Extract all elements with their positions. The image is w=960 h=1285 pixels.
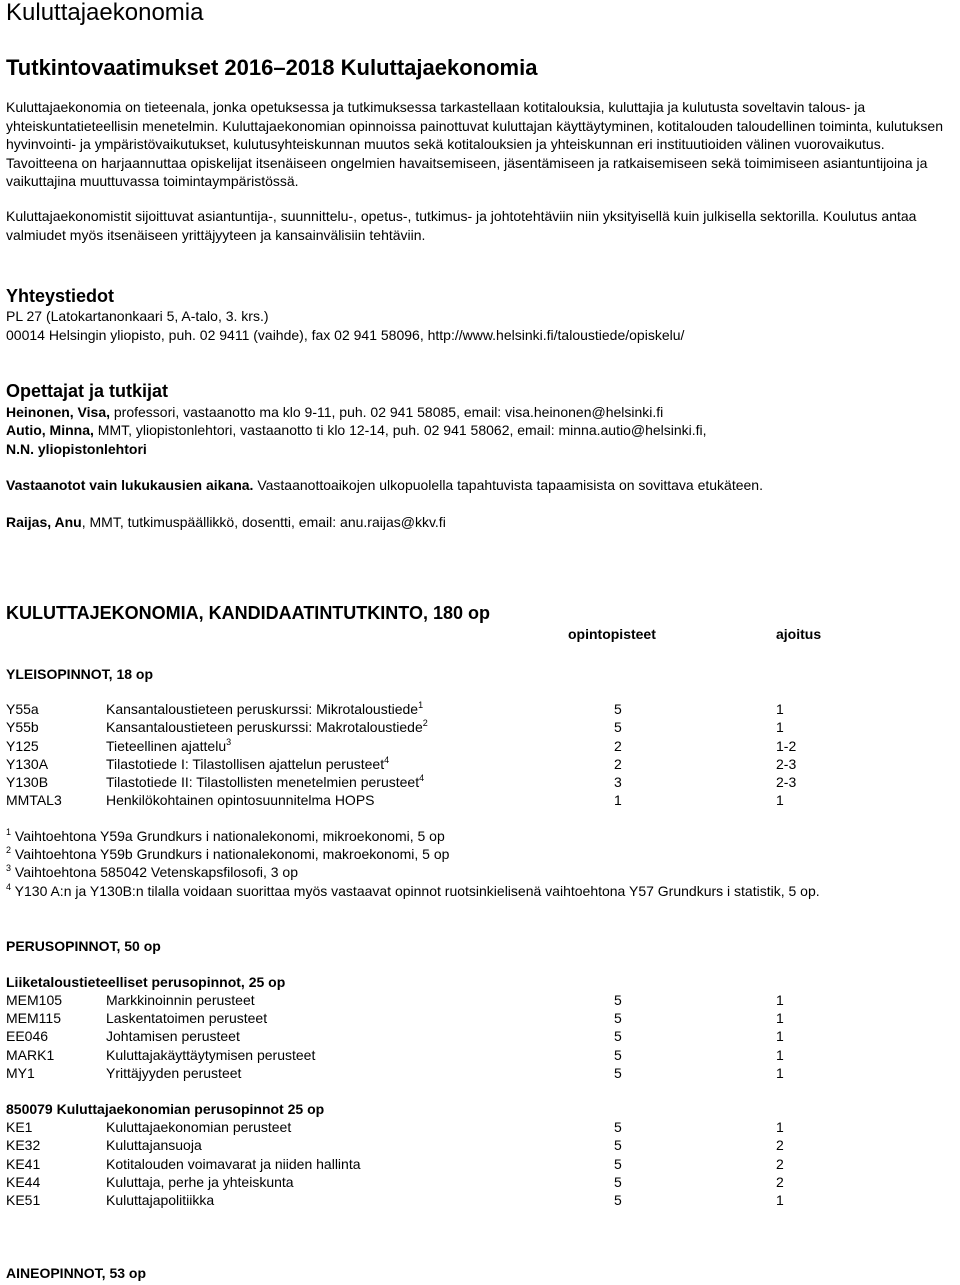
course-row — [0, 1136, 960, 1154]
course-credits: 1 — [614, 792, 622, 808]
footnote: $^3$ Vaihtoehtona 585042 Vetenskapsfilosofi, 3 op — [6, 863, 298, 880]
course-code: MARK1 — [6, 1047, 55, 1063]
course-credits: 5 — [614, 1192, 622, 1208]
contact-heading: Yhteystiedot — [6, 286, 115, 306]
course-credits: 5 — [614, 1174, 622, 1190]
column-header-credits: opintopisteet — [568, 626, 656, 642]
page-title: Kuluttajaekonomia — [6, 0, 204, 26]
teacher-name: Raijas, Anu — [6, 514, 82, 530]
course-code: MEM105 — [6, 992, 63, 1008]
page-subtitle: Tutkintovaatimukset 2016–2018 Kuluttajaekonomia — [6, 55, 538, 80]
course-timing: 1 — [776, 1028, 784, 1044]
course-credits: 5 — [614, 1010, 622, 1026]
course-credits: 5 — [614, 1028, 622, 1044]
course-row — [0, 991, 960, 1009]
course-code: MEM115 — [6, 1010, 61, 1026]
course-name: Tilastotiede II: Tilastollisten menetelmien perusteet$^4$ — [106, 773, 425, 790]
course-timing: 1 — [776, 1192, 784, 1208]
course-row — [0, 737, 960, 755]
course-row — [0, 773, 960, 791]
course-row — [0, 1191, 960, 1209]
course-name: Laskentatoimen perusteet — [106, 1010, 268, 1026]
footnote-marker: 1 — [418, 700, 424, 710]
course-credits: 2 — [614, 756, 622, 772]
course-timing: 1 — [776, 792, 784, 808]
course-row — [0, 1118, 960, 1136]
consumer-basics-heading: 850079 Kuluttajaekonomian perusopinnot 25 op — [6, 1101, 325, 1117]
course-timing: 1 — [776, 1119, 784, 1135]
course-row — [0, 1046, 960, 1064]
course-timing: 1 — [776, 701, 784, 717]
course-code: MY1 — [6, 1065, 35, 1081]
teacher-autio — [6, 421, 707, 439]
teacher-details: MMT, yliopistonlehtori, vastaanotto ti klo 12-14, puh. 02 941 58062, email: minna.autio@helsinki.fi, — [93, 422, 707, 438]
course-name: Kansantaloustieteen peruskurssi: Mikrotaloustiede$^1$ — [106, 700, 424, 717]
contact-address: PL 27 (Latokartanonkaari 5, A-talo, 3. krs.) — [6, 308, 269, 324]
course-timing: 1 — [776, 719, 784, 735]
course-timing: 1 — [776, 992, 784, 1008]
course-name: Tieteellinen ajattelu$^3$ — [106, 737, 232, 754]
teacher-heinonen — [6, 403, 663, 421]
course-timing: 2 — [776, 1156, 784, 1172]
researcher-raijas — [6, 513, 446, 531]
course-credits: 3 — [614, 774, 622, 790]
course-timing: 1-2 — [776, 738, 797, 754]
course-credits: 5 — [614, 1119, 622, 1135]
course-name: Kuluttajapolitiikka — [106, 1192, 215, 1208]
course-row — [0, 1064, 960, 1082]
course-code: Y55a — [6, 701, 39, 717]
degree-heading: KULUTTAJEKONOMIA, KANDIDAATINTUTKINTO, 180 op — [6, 603, 490, 623]
teacher-details: professori, vastaanotto ma klo 9-11, puh. 02 941 58085, email: visa.heinonen@helsinki.fi — [110, 404, 664, 420]
column-header-timing: ajoitus — [776, 626, 822, 642]
course-name: Kansantaloustieteen peruskurssi: Makrotaloustiede$^2$ — [106, 718, 428, 735]
course-code: Y55b — [6, 719, 39, 735]
teacher-nn: N.N. yliopistonlehtori — [6, 441, 147, 457]
course-credits: 5 — [614, 1156, 622, 1172]
course-name: Henkilökohtainen opintosuunnitelma HOPS — [106, 792, 375, 808]
course-credits: 5 — [614, 992, 622, 1008]
course-code: KE41 — [6, 1156, 41, 1172]
course-timing: 1 — [776, 1065, 784, 1081]
footnote-marker: 3 — [226, 737, 232, 747]
course-row — [0, 1155, 960, 1173]
course-code: KE51 — [6, 1192, 41, 1208]
general-studies-heading: YLEISOPINNOT, 18 op — [6, 666, 154, 682]
teacher-details: , MMT, tutkimuspäällikkö, dosentti, email: anu.raijas@kkv.fi — [81, 514, 446, 530]
course-name: Kuluttajansuoja — [106, 1137, 202, 1153]
course-row — [0, 718, 960, 736]
footnote-marker: 4 — [419, 773, 425, 783]
course-row — [0, 755, 960, 773]
course-row — [0, 1027, 960, 1045]
course-credits: 5 — [614, 719, 622, 735]
course-name: Kuluttajaekonomian perusteet — [106, 1119, 292, 1135]
course-name: Johtamisen perusteet — [106, 1028, 240, 1044]
notice-text: Vastaanottoaikojen ulkopuolella tapahtuvista tapaamisista on sovittava etukäteen. — [253, 477, 763, 493]
footnote-marker: 2 — [422, 718, 428, 728]
course-code: KE32 — [6, 1137, 41, 1153]
course-row — [0, 700, 960, 718]
contact-phone: 00014 Helsingin yliopisto, puh. 02 9411 (vaihde), fax 02 941 58096, http://www.helsinki.fi/taloustiede/opiskelu/ — [6, 327, 685, 343]
course-credits: 5 — [614, 1137, 622, 1153]
course-timing: 2 — [776, 1137, 784, 1153]
course-code: Y130A — [6, 756, 49, 772]
teachers-heading: Opettajat ja tutkijat — [6, 381, 169, 401]
course-timing: 2-3 — [776, 756, 797, 772]
course-row — [0, 1009, 960, 1027]
notice-bold: Vastaanotot vain lukukausien aikana. — [6, 477, 254, 493]
course-code: EE046 — [6, 1028, 49, 1044]
course-timing: 1 — [776, 1047, 784, 1063]
business-basics-heading: Liiketaloustieteelliset perusopinnot, 25 op — [6, 974, 286, 990]
office-hours-notice — [6, 476, 763, 494]
course-name: Kotitalouden voimavarat ja niiden hallinta — [106, 1156, 361, 1172]
course-code: Y125 — [6, 738, 39, 754]
course-name: Kuluttajakäyttäytymisen perusteet — [106, 1047, 316, 1063]
subject-studies-heading: AINEOPINNOT, 53 op — [6, 1265, 147, 1281]
course-name: Yrittäjyyden perusteet — [106, 1065, 242, 1081]
course-code: MMTAL3 — [6, 792, 62, 808]
footnote-marker: 4 — [384, 755, 390, 765]
course-code: KE44 — [6, 1174, 41, 1190]
intro-paragraph-1: Kuluttajaekonomia on tieteenala, jonka opetuksessa ja tutkimuksessa tarkastellaan kotitalouksia, kuluttajia ja kulutusta soveltavin talous- ja yhteiskuntatieteellisin menetelmin. Kuluttajaekonomian opinnoissa painottuvat kuluttajan käyttäytyminen, kotitalouden taloudellinen toiminta, kulutuksen hyvinvointi- ja ympäristövaikutukset, kulutusyhteiskunnan muutos sekä kotitalouksien ja yhteiskunnan eri instituutioiden välinen vuorovaikutus. Tavoitteena on harjaannuttaa opiskelijat itsenäiseen ongelmien havaitsemiseen, jäsentämiseen ja ratkaisemiseen sekä toimimiseen asiantuntijoina ja vaikuttajina muuttuvassa toimintaympäristössä. — [6, 99, 944, 189]
teacher-name: Autio, Minna, — [6, 422, 94, 438]
course-timing: 2 — [776, 1174, 784, 1190]
course-credits: 5 — [614, 1065, 622, 1081]
teacher-name: Heinonen, Visa, — [6, 404, 110, 420]
course-name: Tilastotiede I: Tilastollisen ajattelun perusteet$^4$ — [106, 755, 390, 772]
course-code: Y130B — [6, 774, 49, 790]
course-credits: 5 — [614, 701, 622, 717]
course-row — [0, 1173, 960, 1191]
course-timing: 1 — [776, 1010, 784, 1026]
course-row — [0, 791, 960, 809]
course-code: KE1 — [6, 1119, 33, 1135]
course-credits: 2 — [614, 738, 622, 754]
basic-studies-heading: PERUSOPINNOT, 50 op — [6, 938, 161, 954]
course-name: Kuluttaja, perhe ja yhteiskunta — [106, 1174, 294, 1190]
footnote: $^1$ Vaihtoehtona Y59a Grundkurs i nationalekonomi, mikroekonomi, 5 op — [6, 827, 445, 844]
course-credits: 5 — [614, 1047, 622, 1063]
course-name: Markkinoinnin perusteet — [106, 992, 255, 1008]
intro-paragraph-2: Kuluttajaekonomistit sijoittuvat asiantuntija-, suunnittelu-, opetus-, tutkimus- ja johtotehtäviin niin yksityisellä kuin julkisella sektorilla. Koulutus antaa valmiudet myös itsenäiseen yrittäjyyteen ja kansainvälisiin tehtäviin. — [6, 208, 917, 243]
footnote: $^4$ Y130 A:n ja Y130B:n tilalla voidaan suorittaa myös vastaavat opinnot ruotsinkielisenä vaihtoehtona Y57 Grundkurs i statistik, 5 op. — [6, 882, 820, 899]
footnote: $^2$ Vaihtoehtona Y59b Grundkurs i nationalekonomi, makroekonomi, 5 op — [6, 845, 450, 862]
course-timing: 2-3 — [776, 774, 797, 790]
